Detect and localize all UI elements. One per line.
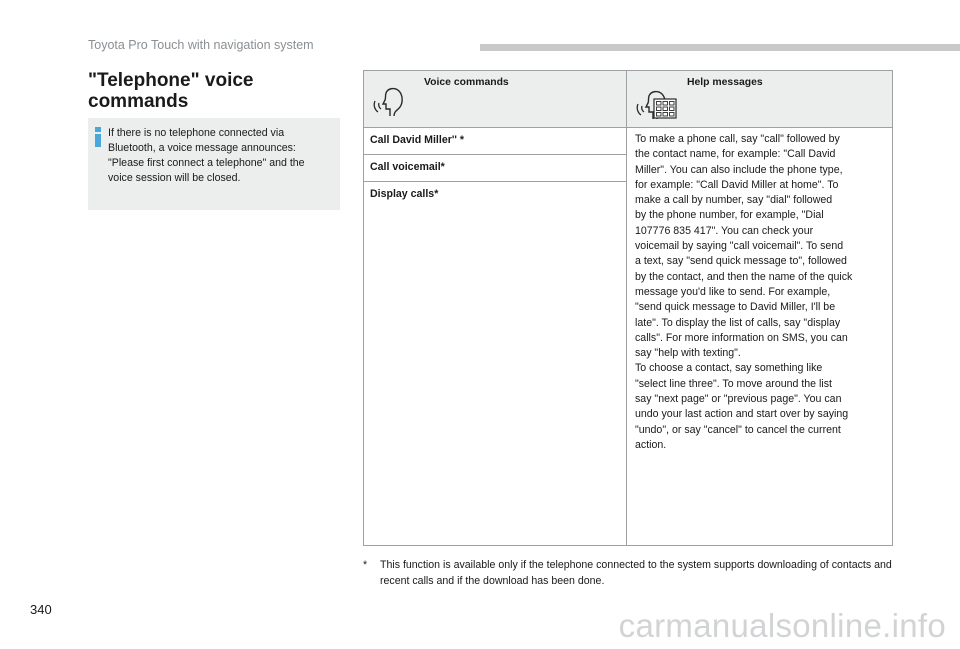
help-messages-label: Help messages bbox=[687, 77, 763, 88]
voice-commands-header bbox=[364, 71, 627, 128]
info-icon bbox=[92, 127, 104, 147]
table-row bbox=[364, 128, 893, 155]
command-display-calls: Display calls* bbox=[364, 182, 627, 546]
watermark: carmanualsonline.info bbox=[618, 607, 946, 644]
header-rule bbox=[480, 44, 960, 51]
section-title: "Telephone" voice commands bbox=[88, 70, 254, 112]
info-box bbox=[88, 118, 340, 210]
table-header-row bbox=[364, 71, 893, 128]
running-header: Toyota Pro Touch with navigation system bbox=[88, 38, 314, 52]
command-call-voicemail: Call voicemail* bbox=[364, 155, 627, 182]
voice-keypad-icon bbox=[635, 83, 681, 123]
info-text: If there is no telephone connected via Bluetooth, a voice message announces: "Please first connect a telephone" and the voice session will be closed. bbox=[108, 127, 305, 184]
command-call-contact: Call David Miller'' * bbox=[364, 128, 627, 155]
footnote-text: This function is available only if the telephone connected to the system supports downloading of contacts and recent calls and if the download has been done. bbox=[380, 559, 892, 587]
help-message-text: To make a phone call, say "call" followed by the contact name, for example: "Call David Miller". You can also include the phone type, for example: "Call David Miller at home". To make a call by number, say "dial" followed by the phone number, for example, "Dial 107776 835 417". You can check your voicemail by saying "call voicemail". To send a text, say "send quick message to", followed by the contact, and then the name of the quick message you'd like to send. For example, "send quick message to David Miller, I'll be late". To display the list of calls, say "display calls". For more information on SMS, you can say "help with texting". To choose a contact, say something like "select line three". To move around the list say "next page" or "previous page". You can undo your last action and start over by saying "undo", or say "cancel" to cancel the current action. bbox=[627, 128, 893, 546]
voice-speech-icon bbox=[372, 83, 412, 119]
voice-commands-label: Voice commands bbox=[424, 77, 509, 88]
page-number: 340 bbox=[30, 602, 52, 617]
help-messages-header bbox=[627, 71, 893, 128]
voice-commands-table bbox=[363, 70, 893, 546]
footnote-mark: * bbox=[363, 559, 368, 571]
